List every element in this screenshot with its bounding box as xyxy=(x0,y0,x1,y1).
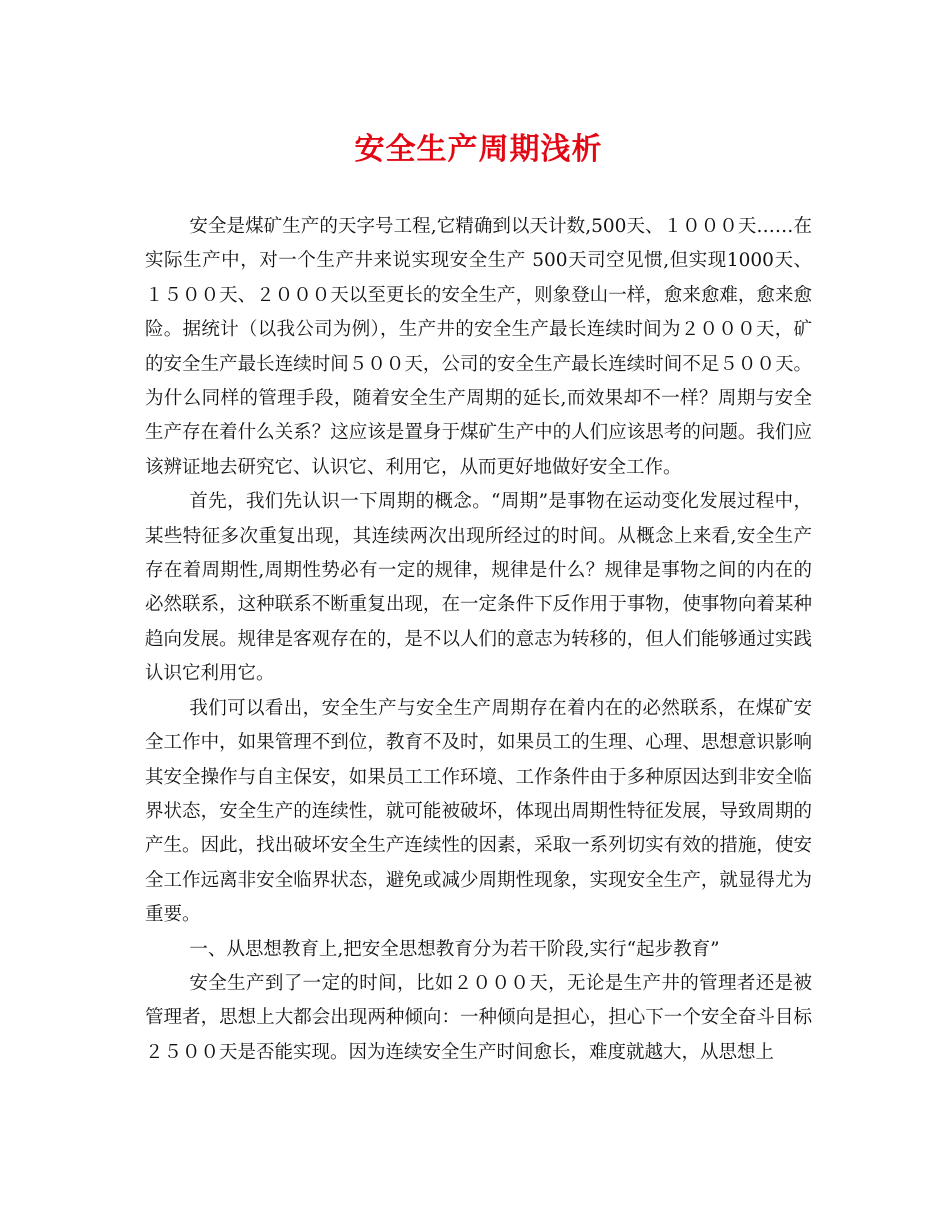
section-heading-1: 一、从思想教育上,把安全思想教育分为若干阶段,实行“起步教育” xyxy=(189,938,720,960)
paragraph-intro: 安全是煤矿生产的天字号工程,它精确到以天计数,500天、１０００天……在实际生产中，对一个生产井来说实现安全生产 500天司空见惯,但实现1000天、１５００天、２０００天以至更长的安全生产，则象登山一样，愈来愈难，愈来愈险。据统计（以我公司为例），生产井的安全生产最长连续时间为２０００天，矿的安全生产最长连续时间５００天，公司的安全生产最长连续时间不足５００天。为什么同样的管理手段，随着安全生产周期的延长,而效果却不一样？周期与安全生产存在着什么关系？这应该是置身于煤矿生产中的人们应该思考的问题。我们应该辨证地去研究它、认识它、利用它，从而更好地做好安全工作。 xyxy=(145,216,812,478)
document-body xyxy=(145,210,812,1070)
document-title: 安全生产周期浅析 xyxy=(354,132,603,167)
paragraph-period-concept: 首先，我们先认识一下周期的概念。“周期”是事物在运动变化发展过程中，某些特征多次重复出现，其连续两次出现所经过的时间。从概念上来看,安全生产存在着周期性,周期性势必有一定的规律，规律是什么？规律是事物之间的内在的必然联系，这种联系不断重复出现，在一定条件下反作用于事物，使事物向着某种趋向发展。规律是客观存在的，是不以人们的意志为转移的，但人们能够通过实践认识它利用它。 xyxy=(145,491,812,685)
paragraph-section-1: 安全生产到了一定的时间，比如２０００天，无论是生产井的管理者还是被管理者，思想上大都会出现两种倾向：一种倾向是担心，担心下一个安全奋斗目标２５００天是否能实现。因为连续安全生产时间愈长，难度就越大，从思想上 xyxy=(145,972,812,1063)
paragraph-necessary-link: 我们可以看出，安全生产与安全生产周期存在着内在的必然联系，在煤矿安全工作中，如果管理不到位，教育不及时，如果员工的生理、心理、思想意识影响其安全操作与自主保安，如果员工工作环境、工作条件由于多种原因达到非安全临界状态，安全生产的连续性，就可能被破坏，体现出周期性特征发展，导致周期的产生。因此，找出破坏安全生产连续性的因素，采取一系列切实有效的措施，使安全工作远离非安全临界状态，避免或减少周期性现象，实现安全生产，就显得尤为重要。 xyxy=(145,697,812,926)
